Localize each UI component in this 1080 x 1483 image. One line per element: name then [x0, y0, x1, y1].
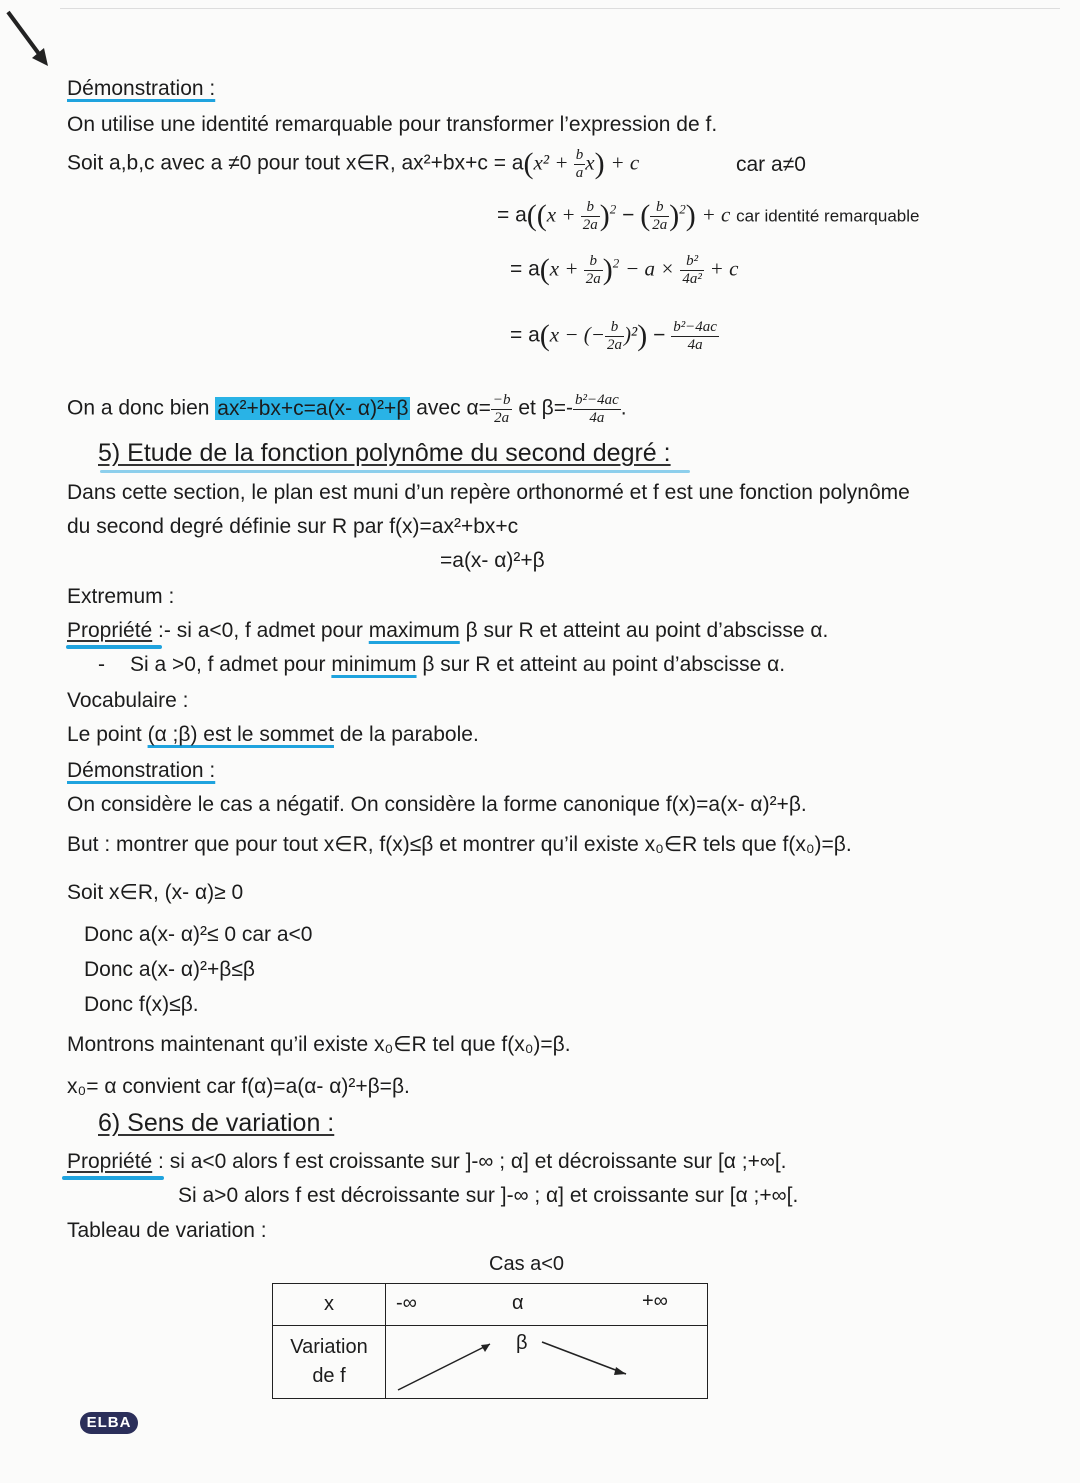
variation-arrows-icon — [386, 1326, 708, 1398]
property-line-2: Si a >0, f admet pour minimum β sur R et atteint au point d’abscisse α. — [130, 653, 786, 676]
propriete-highlight-stroke — [66, 645, 162, 649]
demo2-line1: On considère le cas a négatif. On considère la forme canonique f(x)=a(x- α)²+β. — [67, 793, 807, 816]
demo1-heading: Démonstration : — [67, 77, 216, 100]
section5-title: 5) Etude de la fonction polynôme du second degré : — [98, 439, 671, 467]
table-variation-cell — [386, 1326, 708, 1399]
demo2-heading: Démonstration : — [67, 759, 216, 782]
section6-prop2: Si a>0 alors f est décroissante sur ]-∞ ; α] et croissante sur [α ;+∞[. — [178, 1184, 799, 1207]
table-x-header: x — [273, 1284, 386, 1326]
propriete2-highlight-stroke — [62, 1176, 164, 1180]
vocab-line: Le point (α ;β) est le sommet de la parabole. — [67, 723, 479, 746]
demo1-step1-note: car a≠0 — [736, 153, 806, 176]
elba-logo: ELBA — [80, 1412, 138, 1434]
section6-prop1: Propriété : si a<0 alors f est croissante sur ]-∞ ; α] et décroissante sur [α ;+∞[. — [67, 1150, 787, 1173]
demo1-step3: = a(x + $\frac{b}{2a}$ )$^2$ − a × $\frac{\text{b²}}{\text{4a²}}$ + c — [510, 253, 739, 287]
vocabulaire-label: Vocabulaire : — [67, 689, 189, 712]
section5-line2: du second degré définie sur R par f(x)=ax²+bx+c — [67, 515, 519, 538]
demo1-conclusion: On a donc bien ax²+bx+c=a(x- α)²+β avec α= $\frac{-b}{2a}$ et β=- $\frac{\text{b²−4ac}}{4a}$ . — [67, 392, 627, 426]
table-beta: β — [516, 1332, 528, 1354]
demo1-step1: Soit a,b,c avec a ≠0 pour tout x∈R, ax²+bx+c = a(x² + $\frac{b}{a}$ x) + c — [67, 147, 640, 181]
demo2-line6: Donc f(x)≤β. — [84, 993, 199, 1016]
demo2-line5: Donc a(x- α)²+β≤β — [84, 958, 255, 981]
demo1-intro: On utilise une identité remarquable pour transformer l’expression de f. — [67, 113, 718, 136]
section5-line1: Dans cette section, le plan est muni d’un repère orthonormé et f est une fonction polynôme — [67, 481, 910, 504]
property-line-1: Propriété :- si a<0, f admet pour maximum β sur R et atteint au point d’abscisse α. — [67, 619, 829, 642]
demo2-line3: Soit x∈R, (x- α)≥ 0 — [67, 881, 244, 904]
demo1-step4: = a(x − (− $\frac{b}{2a}$ )²) − $\frac{\text{b²−4ac}}{4a}$ — [510, 319, 717, 353]
section5-line3: =a(x- α)²+β — [440, 549, 545, 572]
tableau-label: Tableau de variation : — [67, 1219, 267, 1242]
prop2-dash: - — [98, 653, 105, 676]
demo2-line2: But : montrer que pour tout x∈R, f(x)≤β et montrer qu’il existe x₀∈R tels que f(x₀)=β. — [67, 833, 852, 856]
demo1-step2: = a((x + $\frac{b}{2a}$ )$^2$ − ( $\frac{b}{2a}$ )$^2$) + c car identité remarquable — [497, 199, 920, 233]
demo2-line7: Montrons maintenant qu’il existe x₀∈R tel que f(x₀)=β. — [67, 1033, 571, 1056]
variation-table — [272, 1283, 708, 1399]
demo2-line4: Donc a(x- α)²≤ 0 car a<0 — [84, 923, 313, 946]
section6-title: 6) Sens de variation : — [98, 1109, 335, 1137]
demo2-line8: x₀= α convient car f(α)=a(α- α)²+β=β. — [67, 1075, 410, 1098]
table-variation-header: Variation de f — [273, 1326, 386, 1399]
table-x-values: -∞ α +∞ — [386, 1284, 708, 1326]
top-border — [60, 8, 1060, 9]
extremum-label: Extremum : — [67, 585, 175, 608]
cas-label: Cas a<0 — [489, 1253, 565, 1275]
corner-arrow-icon — [0, 0, 70, 80]
title-highlight-stroke — [100, 470, 690, 473]
